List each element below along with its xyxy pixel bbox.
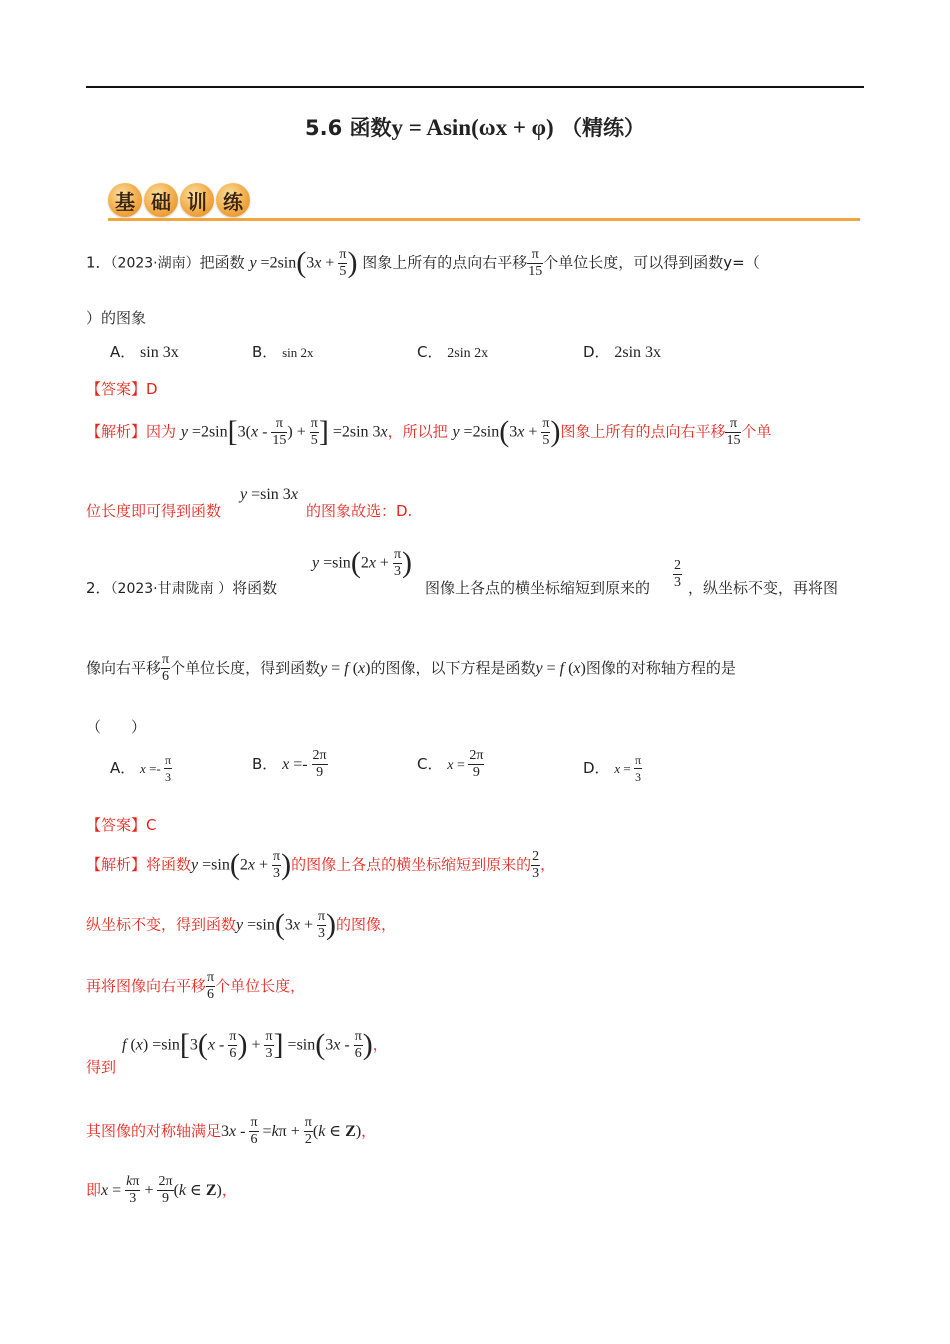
q2-answer: 【答案】C — [86, 816, 157, 834]
q2-analysis-6: 即x = $\frac{k\pi}{3}$ + $\frac{2\pi}{9}$ (k ∈ Z)， — [86, 1174, 237, 1206]
q2-stem-2: 图像上各点的横坐标缩短到原来的 — [425, 579, 651, 597]
q1-answer: 【答案】D — [86, 380, 158, 398]
q2-stem: 2．（2023·甘肃陇南 ）将函数 — [86, 579, 278, 597]
banner-char: 训 — [180, 183, 214, 217]
q2-option-c[interactable]: C． x = $\frac{2\pi}{9}$ — [417, 748, 484, 780]
q1-option-b[interactable]: B． sin 2x — [252, 343, 314, 361]
q2-stem-4: 像向右平移 $\frac{\pi}{6}$ 个单位长度，得到函数y = f (x)的图像，以下方程是函数y = f (x)图像的对称轴方程的是 — [86, 652, 736, 684]
banner-char: 基 — [108, 183, 142, 217]
top-rule — [86, 86, 864, 88]
banner-char: 练 — [216, 183, 250, 217]
q1-option-c[interactable]: C． 2sin 2x — [417, 343, 489, 361]
q2-option-a[interactable]: A． x =- $\frac{\pi}{3}$ — [110, 753, 172, 784]
q2-formula-1: y =sin(2x + $\frac{\pi}{3}$ ) — [312, 546, 413, 579]
q1-analysis-formula: y =sin 3x — [240, 486, 298, 503]
q2-analysis-2: 纵坐标不变，得到函数y =sin(3x + $\frac{\pi}{3}$ )的图像， — [86, 908, 397, 941]
q1-option-d[interactable]: D． 2sin 3x — [583, 343, 662, 361]
q2-analysis-1: 【解析】将函数y =sin(2x + $\frac{\pi}{3}$ )的图像上各点的横坐标缩短到原来的 $\frac{2}{3}$ ， — [86, 848, 556, 881]
banner-char: 础 — [144, 183, 178, 217]
q1-stem-end: ）的图象 — [86, 309, 147, 327]
q1-option-a[interactable]: A． sin 3x — [110, 343, 179, 361]
q2-option-d[interactable]: D． x = $\frac{\pi}{3}$ — [583, 753, 642, 784]
page-title: 5.6 函数y = Asin(ωx + φ) （精练） — [305, 115, 645, 140]
q1-analysis-2: 位长度即可得到函数 — [86, 502, 222, 520]
q2-analysis-4: 得到 — [86, 1058, 117, 1076]
q2-frac-2-3: $\frac{2}{3}$ — [674, 558, 681, 590]
q2-stem-5: （ ） — [86, 718, 147, 736]
q1-analysis: 【解析】因为 y =2sin[3(x - $\frac{\pi}{15}$ ) + $\frac{\pi}{5}$ ] =2sin 3x，所以把 y =2sin(3x + $\frac{\pi}{5}$ )图象上所有的点向右平移 $\frac{\pi}{15}$ 个单 — [86, 415, 772, 448]
q2-analysis-4-formula: f (x) =sin[3(x - $\frac{\pi}{6}$ ) + $\frac{\pi}{3}$ ] =sin(3x - $\frac{\pi}{6}$ )， — [122, 1028, 388, 1061]
q2-option-b[interactable]: B． x =- $\frac{2\pi}{9}$ — [252, 748, 327, 780]
banner-rule — [108, 218, 860, 221]
section-banner — [108, 183, 250, 219]
q2-stem-3: ，纵坐标不变，再将图 — [688, 579, 839, 597]
q1-stem: 1．（2023·湖南）把函数 y =2sin(3x + $\frac{\pi}{5}$ ) 图象上所有的点向右平移 $\frac{\pi}{15}$ 个单位长度，可以得到函数y=（ — [86, 246, 760, 279]
q2-analysis-5: 其图像的对称轴满足3x - $\frac{\pi}{6}$ =kπ + $\frac{\pi}{2}$ (k ∈ Z)， — [86, 1115, 377, 1147]
q2-analysis-3: 再将图像向右平移 $\frac{\pi}{6}$ 个单位长度， — [86, 970, 306, 1002]
q1-analysis-3: 的图象故选：D. — [306, 502, 413, 520]
